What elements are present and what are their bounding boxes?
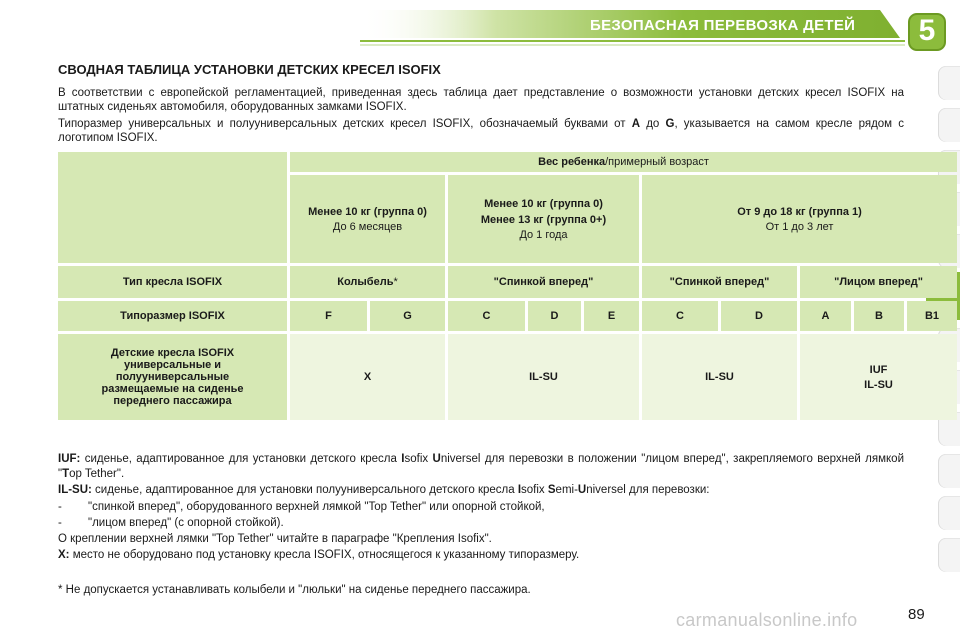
chapter-number: 5 xyxy=(918,14,936,47)
group-2-header: Менее 10 кг (группа 0) Менее 13 кг (группа 0+) До 1 года xyxy=(448,175,639,263)
watermark: carmanualsonline.info xyxy=(676,610,858,630)
note-x: X: место не оборудовано под установку кресла ISOFIX, относящегося к указанному типоразмеру. xyxy=(58,549,580,561)
weight-header: Вес ребенка/примерный возраст xyxy=(290,152,957,172)
size-cell: D xyxy=(528,301,581,331)
note-ilsu: IL-SU: сиденье, адаптированное для установки полууниверсального детского кресла Isofix Semi-Universel для перевозки: xyxy=(58,484,710,496)
size-cell: E xyxy=(584,301,639,331)
size-cell: B1 xyxy=(907,301,957,331)
seat-cell: IL-SU xyxy=(642,334,797,420)
seat-cell: IUF IL-SU xyxy=(800,334,957,420)
chapter-tab[interactable] xyxy=(938,454,960,488)
size-cell: C xyxy=(642,301,718,331)
size-cell: B xyxy=(854,301,904,331)
row-label-size: Типоразмер ISOFIX xyxy=(58,301,287,331)
type-cradle: Колыбель* xyxy=(290,266,445,298)
group-1-header: Менее 10 кг (группа 0) До 6 месяцев xyxy=(290,175,445,263)
chapter-tab[interactable] xyxy=(938,538,960,572)
chapter-tab[interactable] xyxy=(938,108,960,142)
size-cell: G xyxy=(370,301,445,331)
page-heading: СВОДНАЯ ТАБЛИЦА УСТАНОВКИ ДЕТСКИХ КРЕСЕЛ ISOFIX xyxy=(58,62,441,77)
size-cell: D xyxy=(721,301,797,331)
group-3-header: От 9 до 18 кг (группа 1) От 1 до 3 лет xyxy=(642,175,957,263)
note-iuf: IUF: сиденье, адаптированное для установки детского кресла Isofix Universel для перевозки в положении "лицом вперед", закрепляемого верхней лямкой "Top Tether". xyxy=(58,453,904,480)
intro-paragraph: В соответствии с европейской регламентацией, приведенная здесь таблица дает представление о возможности установки детских кресел ISOFIX на штатных сиденьях автомобиля, оборудованных замками ISOFIX. xyxy=(58,87,904,113)
size-paragraph: Типоразмер универсальных и полууниверсальных детских кресел ISOFIX, обозначаемый буквами от A до G, указывается на самом кресле рядом с логотипом ISOFIX. xyxy=(58,118,905,144)
size-cell: F xyxy=(290,301,367,331)
bullet-forward: - "лицом вперед" (с опорной стойкой). xyxy=(58,517,284,529)
footnote: * Не допускается устанавливать колыбели и "люльки" на сиденье переднего пассажира. xyxy=(58,584,531,596)
section-title: БЕЗОПАСНАЯ ПЕРЕВОЗКА ДЕТЕЙ xyxy=(590,17,856,34)
chapter-tab[interactable] xyxy=(938,66,960,100)
type-rear-facing: "Спинкой вперед" xyxy=(448,266,639,298)
bullet-rear: - "спинкой вперед", оборудованного верхней лямкой "Top Tether" или опорной стойкой, xyxy=(58,501,545,513)
size-cell: C xyxy=(448,301,525,331)
row-label-seat: Детские кресла ISOFIX универсальные и полууниверсальные размещаемые на сиденье переднего пассажира xyxy=(58,334,287,420)
table-corner xyxy=(58,152,287,263)
type-rear-facing-2: "Спинкой вперед" xyxy=(642,266,797,298)
type-forward-facing: "Лицом вперед" xyxy=(800,266,957,298)
note-top-tether: О креплении верхней лямки "Top Tether" читайте в параграфе "Крепления Isofix". xyxy=(58,533,492,545)
seat-cell: X xyxy=(290,334,445,420)
page-number: 89 xyxy=(908,606,925,623)
seat-cell: IL-SU xyxy=(448,334,639,420)
isofix-table xyxy=(55,149,960,423)
size-cell: A xyxy=(800,301,851,331)
row-label-type: Тип кресла ISOFIX xyxy=(58,266,287,298)
chapter-tab[interactable] xyxy=(938,496,960,530)
